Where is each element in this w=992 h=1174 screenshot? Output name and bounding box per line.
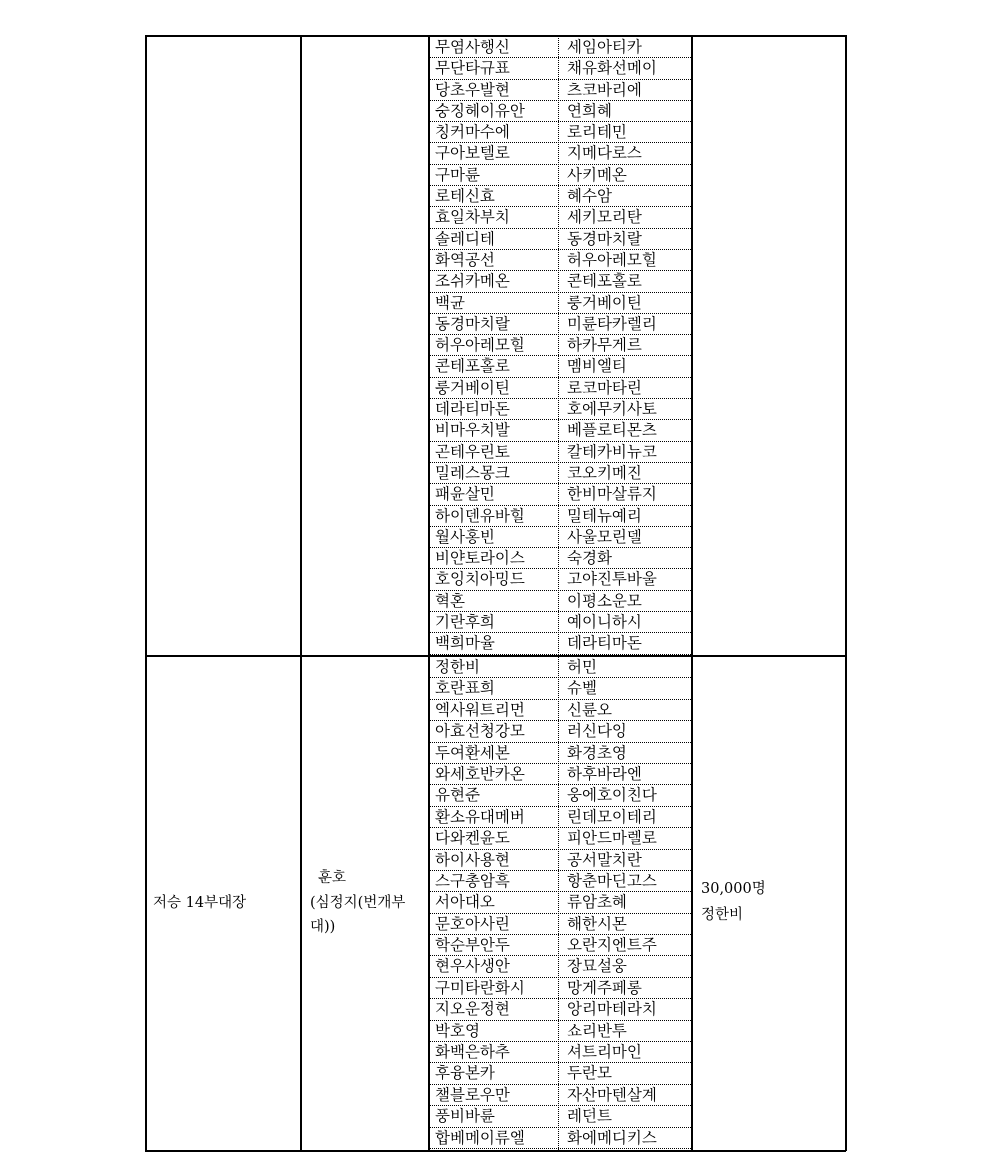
name-row	[430, 999, 691, 1020]
name-left: 효일차부치	[435, 208, 510, 227]
name-left: 동경마치랄	[435, 314, 510, 333]
name-row	[430, 1063, 691, 1084]
name-right: 피안드마렐로	[567, 829, 657, 848]
name-right: 사울모린델	[567, 527, 642, 546]
name-left: 허우아레모힐	[435, 336, 525, 355]
name-left: 숭징헤이유안	[435, 101, 525, 120]
name-row	[430, 935, 691, 956]
name-left: 혁혼	[435, 591, 465, 610]
name-left: 월사홍빈	[435, 527, 495, 546]
name-right: 츠코바리에	[567, 80, 642, 99]
name-left: 스구총암흑	[435, 871, 510, 890]
name-row	[430, 101, 691, 122]
name-row	[430, 293, 691, 314]
name-right: 화에메디키스	[567, 1128, 657, 1147]
name-left: 조쉬카메온	[435, 272, 510, 291]
name-left: 현우사생안	[435, 957, 510, 976]
name-right: 멤비엘티	[567, 357, 627, 376]
commander-detail-line2: 대))	[310, 919, 336, 935]
name-right: 해한시몬	[567, 914, 627, 933]
name-row	[430, 58, 691, 79]
name-left: 콘테포홀로	[435, 357, 510, 376]
name-right: 예이니하시	[567, 613, 642, 632]
name-row	[430, 463, 691, 484]
name-right: 쇼리반투	[567, 1021, 627, 1040]
name-row	[430, 569, 691, 590]
name-left: 당초우발현	[435, 80, 510, 99]
name-left: 지오운정현	[435, 1000, 510, 1019]
name-right: 혜수암	[567, 187, 612, 206]
name-row	[430, 165, 691, 186]
name-left: 호란표희	[435, 679, 495, 698]
name-row	[430, 356, 691, 377]
name-right: 칼테카비뉴코	[567, 442, 657, 461]
name-right: 두란모	[567, 1064, 612, 1083]
name-row	[430, 914, 691, 935]
name-left: 화백은하추	[435, 1043, 510, 1062]
name-left: 하이덴유바힐	[435, 506, 525, 525]
name-row	[430, 548, 691, 569]
name-row	[430, 785, 691, 806]
name-left: 무염사행신	[435, 38, 510, 56]
name-left: 풍비바륜	[435, 1107, 495, 1126]
name-right: 자산마텐살계	[567, 1085, 657, 1104]
name-left: 백균	[435, 293, 465, 312]
name-row	[430, 764, 691, 785]
name-right: 신륜오	[567, 700, 612, 719]
name-row	[430, 399, 691, 420]
name-right: 고야진투바울	[567, 570, 657, 589]
name-right: 공서말치란	[567, 850, 642, 869]
name-right: 룽거베이틴	[567, 293, 642, 312]
name-row	[430, 700, 691, 721]
name-left: 유현준	[435, 786, 480, 805]
name-row	[430, 143, 691, 164]
name-left: 룽거베이틴	[435, 378, 510, 397]
name-row	[430, 743, 691, 764]
name-left: 하이사용현	[435, 850, 510, 869]
name-right: 데라티마돈	[567, 634, 642, 653]
name-left: 챌블로우만	[435, 1085, 510, 1104]
name-right: 류암초혜	[567, 893, 627, 912]
name-right: 이평소운모	[567, 591, 642, 610]
name-row	[430, 229, 691, 250]
name-right: 한비마살류지	[567, 485, 657, 504]
name-right: 호에무키사토	[567, 400, 657, 419]
name-row	[430, 335, 691, 356]
name-right: 허우아레모힐	[567, 250, 657, 269]
name-left: 후융본카	[435, 1064, 495, 1083]
name-row	[430, 678, 691, 699]
block1-names-list	[430, 37, 691, 655]
name-left: 밀레스몽크	[435, 463, 510, 482]
name-row	[430, 250, 691, 271]
name-left: 데라티마돈	[435, 400, 510, 419]
commander-detail-line1: (심정지(번개부	[310, 895, 406, 911]
name-left: 구아보텔로	[435, 144, 510, 163]
name-row	[430, 314, 691, 335]
name-right: 러신다잉	[567, 722, 627, 741]
name-right: 세키모리탄	[567, 208, 642, 227]
name-right: 밀테뉴예리	[567, 506, 642, 525]
name-row	[430, 186, 691, 207]
name-left: 엑사워트리먼	[435, 700, 525, 719]
name-right: 셔트리마인	[567, 1043, 642, 1062]
name-left: 구마륜	[435, 165, 480, 184]
name-row	[430, 37, 691, 58]
name-left: 문호아사린	[435, 914, 510, 933]
name-row	[430, 721, 691, 742]
name-right: 로리테민	[567, 123, 627, 142]
name-row	[430, 122, 691, 143]
name-left: 두여환세본	[435, 743, 510, 762]
name-left: 백희마율	[435, 634, 495, 653]
name-row	[430, 591, 691, 612]
name-left: 솔레디테	[435, 229, 495, 248]
name-left: 기란후희	[435, 613, 495, 632]
name-row	[430, 978, 691, 999]
name-right: 콘테포홀로	[567, 272, 642, 291]
strength-leader: 정한비	[701, 907, 744, 923]
name-right: 베플로티몬츠	[567, 421, 657, 440]
name-right: 레던트	[567, 1107, 612, 1126]
column-divider-1	[300, 35, 302, 1151]
name-right: 연희혜	[567, 101, 612, 120]
name-right: 장묘설웅	[567, 957, 627, 976]
name-right: 앙리마테라치	[567, 1000, 657, 1019]
name-right: 슈벨	[567, 679, 597, 698]
name-right: 채유화선메이	[567, 59, 657, 78]
name-row	[430, 871, 691, 892]
name-row	[430, 633, 691, 654]
name-right: 린데모이테리	[567, 807, 657, 826]
name-row	[430, 1128, 691, 1149]
name-right: 숙경화	[567, 549, 612, 568]
name-left: 환소유대메버	[435, 807, 525, 826]
name-right: 동경마치랄	[567, 229, 642, 248]
name-row	[430, 420, 691, 441]
name-row	[430, 1106, 691, 1127]
name-left: 로테신효	[435, 187, 495, 206]
name-left: 다와켄윤도	[435, 829, 510, 848]
name-left: 비얀토라이스	[435, 549, 525, 568]
name-right: 허민	[567, 658, 597, 676]
name-row	[430, 506, 691, 527]
name-left: 합베메이류엘	[435, 1128, 525, 1147]
name-row	[430, 892, 691, 913]
name-left: 화역공선	[435, 250, 495, 269]
name-row	[430, 442, 691, 463]
unit-label: 저승 14부대장	[153, 895, 247, 911]
name-left: 비마우치발	[435, 421, 510, 440]
name-right: 하후바라엔	[567, 764, 642, 783]
name-right: 오란지엔트주	[567, 936, 657, 955]
name-left: 아효선청강모	[435, 722, 525, 741]
name-row	[430, 828, 691, 849]
name-row	[430, 378, 691, 399]
table-bottom-border	[145, 1150, 846, 1152]
name-row	[430, 80, 691, 101]
name-left: 서아대오	[435, 893, 495, 912]
table-right-border	[845, 35, 847, 1151]
name-row	[430, 271, 691, 292]
name-left: 박호영	[435, 1021, 480, 1040]
name-right: 항춘마딘고스	[567, 871, 657, 890]
name-left: 곤테우린토	[435, 442, 510, 461]
name-right: 하카무게르	[567, 336, 642, 355]
block2-names-list	[430, 657, 691, 1149]
name-right: 미륜타카렐리	[567, 314, 657, 333]
name-row	[430, 484, 691, 505]
name-right: 망게주페롱	[567, 978, 642, 997]
column-divider-3	[691, 35, 693, 1151]
name-row	[430, 207, 691, 228]
name-left: 와세호반카온	[435, 764, 525, 783]
name-row	[430, 1021, 691, 1042]
name-row	[430, 1042, 691, 1063]
name-row	[430, 1085, 691, 1106]
name-right: 코오키메진	[567, 463, 642, 482]
name-right: 세임아티카	[567, 38, 642, 56]
name-right: 화경초영	[567, 743, 627, 762]
commander-name: 훈호	[318, 870, 347, 886]
name-left: 무단타규표	[435, 59, 510, 78]
strength-count: 30,000명	[701, 881, 766, 897]
table-left-border	[145, 35, 147, 1151]
name-row	[430, 657, 691, 678]
name-left: 칭커마수에	[435, 123, 510, 142]
name-right: 웅에호이친다	[567, 786, 657, 805]
name-row	[430, 612, 691, 633]
name-right: 지메다로스	[567, 144, 642, 163]
name-right: 로코마타린	[567, 378, 642, 397]
name-right: 사키메온	[567, 165, 627, 184]
name-left: 정한비	[435, 658, 480, 676]
name-left: 구미타란화시	[435, 978, 525, 997]
name-left: 학순부안두	[435, 936, 510, 955]
name-row	[430, 527, 691, 548]
name-row	[430, 807, 691, 828]
name-row	[430, 956, 691, 977]
name-row	[430, 850, 691, 871]
name-left: 패윤살민	[435, 485, 495, 504]
name-left: 호잉치아밍드	[435, 570, 525, 589]
